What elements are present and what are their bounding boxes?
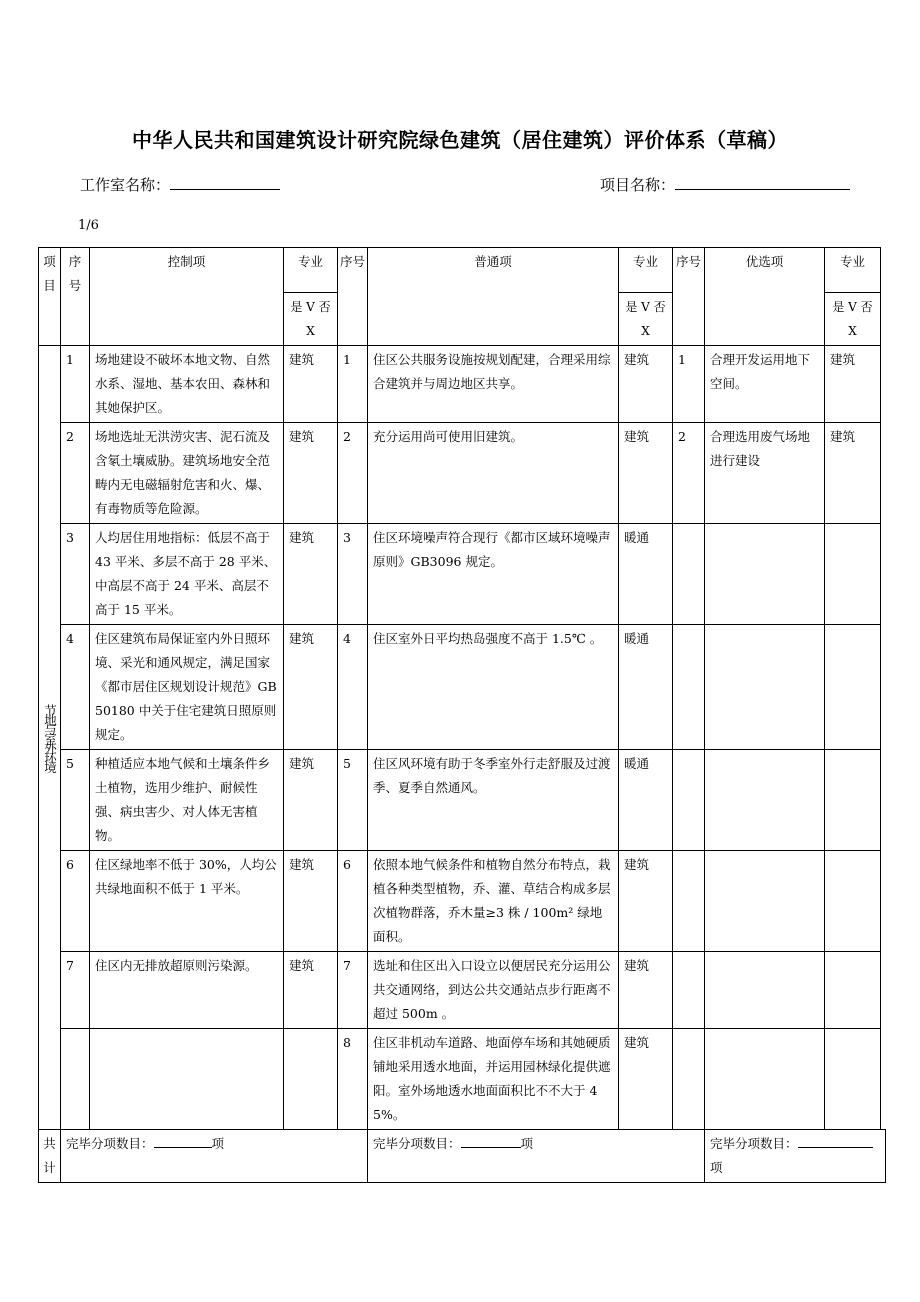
general-seq: 3: [338, 524, 368, 625]
preferred-major: [825, 625, 881, 750]
preferred-seq: 2: [673, 423, 705, 524]
total-control-label: 完毕分项数目：: [66, 1136, 154, 1151]
category-label: 节地与室外环境: [42, 704, 58, 771]
general-major: 暖通: [619, 750, 673, 851]
control-major: 建筑: [284, 625, 338, 750]
header-row: [39, 248, 886, 293]
table-row: [39, 524, 886, 625]
header-control: 控制项: [90, 248, 284, 346]
control-major: 建筑: [284, 346, 338, 423]
preferred-major: [825, 851, 881, 952]
total-label: 共计: [39, 1130, 61, 1183]
general-seq: 4: [338, 625, 368, 750]
control-seq: 6: [61, 851, 90, 952]
preferred-seq: [673, 851, 705, 952]
general-seq: 6: [338, 851, 368, 952]
total-preferred-unit: 项: [710, 1160, 723, 1175]
preferred-text: [705, 952, 825, 1029]
preferred-seq: [673, 952, 705, 1029]
preferred-major: [825, 1029, 881, 1130]
general-major: 暖通: [619, 625, 673, 750]
header-control-seq: 序号: [61, 248, 90, 346]
preferred-major: 建筑: [825, 423, 881, 524]
control-major: 建筑: [284, 524, 338, 625]
total-general-blank[interactable]: [461, 1135, 521, 1148]
control-text: 住区绿地率不低于 30%，人均公共绿地面积不低于 1 平米。: [90, 851, 284, 952]
table-row: [39, 625, 886, 750]
category-cell: [39, 346, 61, 1130]
total-general-cell: [368, 1130, 705, 1183]
header-general-seq: 序号: [338, 248, 368, 346]
control-major: 建筑: [284, 851, 338, 952]
table-row: [39, 750, 886, 851]
header-item: 项目: [39, 248, 61, 346]
control-major: 建筑: [284, 750, 338, 851]
control-seq: 4: [61, 625, 90, 750]
header-general-major: 专业: [619, 248, 673, 293]
table-row: [39, 423, 886, 524]
studio-name-label: 工作室名称：: [80, 176, 171, 194]
preferred-text: [705, 750, 825, 851]
header-preferred-seq: 序号: [673, 248, 705, 346]
control-seq: [61, 1029, 90, 1130]
control-text: 场地建设不破坏本地文物、自然水系、湿地、基本农田、森林和其她保护区。: [90, 346, 284, 423]
general-text: 住区公共服务设施按规划配建，合理采用综合建筑并与周边地区共享。: [368, 346, 619, 423]
project-name-label: 项目名称：: [600, 176, 676, 194]
total-control-unit: 项: [211, 1136, 225, 1151]
preferred-text: [705, 851, 825, 952]
preferred-text: 合理选用废气场地进行建设: [705, 423, 825, 524]
total-general-unit: 项: [520, 1136, 534, 1151]
preferred-seq: [673, 524, 705, 625]
yes-no-preferred: 是 V 否 X: [825, 293, 881, 346]
header-preferred-major: 专业: [825, 248, 881, 293]
preferred-text: 合理开发运用地下空间。: [705, 346, 825, 423]
general-seq: 1: [338, 346, 368, 423]
yes-no-general: 是 V 否 X: [619, 293, 673, 346]
total-preferred-cell: [705, 1130, 886, 1183]
preferred-text: [705, 524, 825, 625]
general-major: 建筑: [619, 346, 673, 423]
page-number: 1/6: [78, 218, 99, 233]
general-text: 充分运用尚可使用旧建筑。: [368, 423, 619, 524]
preferred-seq: [673, 625, 705, 750]
general-major: 建筑: [619, 952, 673, 1029]
header-control-major: 专业: [284, 248, 338, 293]
document-title: 中华人民共和国建筑设计研究院绿色建筑（居住建筑）评价体系（草稿）: [132, 128, 788, 152]
control-text: [90, 1029, 284, 1130]
yes-no-control: 是 V 否 X: [284, 293, 338, 346]
control-text: 种植适应本地气候和土壤条件乡土植物，选用少维护、耐候性强、病虫害少、对人体无害植物。: [90, 750, 284, 851]
preferred-major: [825, 952, 881, 1029]
control-seq: 5: [61, 750, 90, 851]
control-text: 场地选址无洪涝灾害、泥石流及含氡土壤威胁。建筑场地安全范畴内无电磁辐射危害和火、爆、有毒物质等危险源。: [90, 423, 284, 524]
preferred-seq: 1: [673, 346, 705, 423]
project-name-blank[interactable]: [675, 175, 850, 190]
preferred-seq: [673, 750, 705, 851]
control-seq: 3: [61, 524, 90, 625]
evaluation-table: [38, 247, 886, 1183]
total-general-label: 完毕分项数目：: [373, 1136, 461, 1151]
studio-name-blank[interactable]: [170, 175, 280, 190]
general-seq: 5: [338, 750, 368, 851]
table-row: [39, 346, 886, 423]
table-row: [39, 851, 886, 952]
general-seq: 7: [338, 952, 368, 1029]
general-text: 住区风环境有助于冬季室外行走舒服及过渡季、夏季自然通风。: [368, 750, 619, 851]
preferred-major: [825, 524, 881, 625]
general-major: 建筑: [619, 851, 673, 952]
general-text: 住区环境噪声符合现行《都市区域环境噪声原则》GB3096 规定。: [368, 524, 619, 625]
preferred-seq: [673, 1029, 705, 1130]
general-text: 住区室外日平均热岛强度不高于 1.5℃ 。: [368, 625, 619, 750]
control-seq: 2: [61, 423, 90, 524]
total-control-blank[interactable]: [154, 1135, 212, 1148]
control-seq: 1: [61, 346, 90, 423]
general-text: 依照本地气候条件和植物自然分布特点，栽植各种类型植物，乔、灌、草结合构成多层次植物群落，乔木量≥3 株 / 100m² 绿地面积。: [368, 851, 619, 952]
studio-name-field: [80, 174, 280, 195]
table-row: [39, 952, 886, 1029]
control-major: [284, 1029, 338, 1130]
header-preferred: 优选项: [705, 248, 825, 346]
control-text: 人均居住用地指标：低层不高于 43 平米、多层不高于 28 平米、中高层不高于 24 平米、高层不高于 15 平米。: [90, 524, 284, 625]
total-preferred-label: 完毕分项数目：: [710, 1136, 798, 1151]
control-seq: 7: [61, 952, 90, 1029]
total-control-cell: [61, 1130, 368, 1183]
total-row: [39, 1130, 886, 1183]
general-major: 建筑: [619, 423, 673, 524]
general-major: 建筑: [619, 1029, 673, 1130]
control-text: 住区内无排放超原则污染源。: [90, 952, 284, 1029]
control-text: 住区建筑布局保证室内外日照环境、采光和通风规定，满足国家《都市居住区规划设计规范》GB50180 中关于住宅建筑日照原则规定。: [90, 625, 284, 750]
control-major: 建筑: [284, 952, 338, 1029]
preferred-major: [825, 750, 881, 851]
general-seq: 2: [338, 423, 368, 524]
general-text: 选址和住区出入口设立以便居民充分运用公共交通网络，到达公共交通站点步行距离不超过 500m 。: [368, 952, 619, 1029]
general-seq: 8: [338, 1029, 368, 1130]
control-major: 建筑: [284, 423, 338, 524]
preferred-major: 建筑: [825, 346, 881, 423]
header-general: 普通项: [368, 248, 619, 346]
project-name-field: [600, 174, 850, 195]
general-text: 住区非机动车道路、地面停车场和其她硬质铺地采用透水地面，并运用园林绿化提供遮阳。室外场地透水地面面积比不不大于 45%。: [368, 1029, 619, 1130]
general-major: 暖通: [619, 524, 673, 625]
table-row: [39, 1029, 886, 1130]
preferred-text: [705, 625, 825, 750]
preferred-text: [705, 1029, 825, 1130]
total-preferred-blank[interactable]: [798, 1135, 873, 1148]
